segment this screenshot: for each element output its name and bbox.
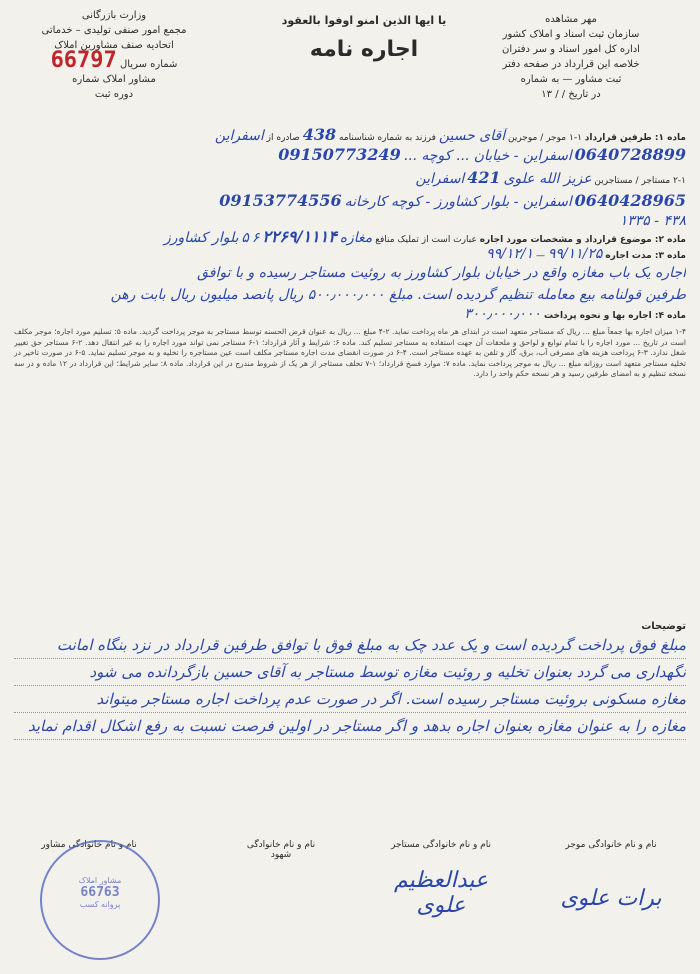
tenant-national-id: 0640428965 [574, 191, 686, 210]
tenant-label: ۲-۱ مستاجر / مستاجرین [594, 176, 686, 186]
header-left [14, 8, 214, 102]
tenant-phone: 09153774556 [219, 191, 342, 210]
property-floor: ۵ [241, 230, 249, 246]
owner-id: 438 [302, 128, 337, 144]
tenant-id: 421 [467, 168, 501, 187]
owner-national-id: 0640728899 [574, 145, 686, 164]
ministry-name: وزارت بازرگانی [81, 10, 147, 21]
stamp-text: مشاور املاک [78, 876, 122, 885]
seal-label: مهر مشاهده [545, 14, 597, 25]
witness-label: شهود [270, 850, 292, 860]
header-right: مهر مشاهده سازمان ثبت اسناد و املاک کشور اداره کل امور اسناد و سر دفتران خلاصه این قرارداد در صفحه دفتر ثبت مشاور — به شماره در تاریخ / / ۱۳ [456, 12, 686, 102]
term-from: ۹۹/۱۱/۲۵ [547, 247, 603, 262]
property-plot: ۲۲۶۹/۱۱۱۴ [262, 230, 337, 246]
series-label: دوره ثبت [94, 89, 134, 100]
owner-label: ۱-۱ موجر / موجرین [507, 133, 582, 143]
note-line-3: مغازه مسکونی بروئیت مستاجر رسیده است. اگر در صورت عدم پرداخت اجاره مستاجر میتواند [14, 686, 686, 713]
assembly-name: مجمع امور صنفی تولیدی – خدماتی [41, 25, 187, 36]
date-label: در تاریخ [568, 89, 601, 100]
clause-1-title: ماده ۱: طرفین قرارداد [584, 133, 686, 143]
owner-name: آقای حسین [438, 128, 506, 144]
property-handwritten-2: طرفین قولنامه بیع معامله تنظیم گردیده است. مبلغ ۵۰۰٫۰۰۰٫۰۰۰ ریال پانصد میلیون ریال بابت رهن [110, 287, 686, 303]
serial-label: شماره سریال [119, 59, 178, 70]
parties-section [14, 128, 686, 230]
agent-label: مشاور املاک شماره [72, 74, 156, 85]
office-label: ثبت مشاور [575, 74, 622, 85]
header-center [254, 14, 474, 62]
witness-signature-block [206, 840, 356, 860]
document-header [14, 8, 686, 128]
verse: یا ایها الذین امنو اوفوا بالعقود [281, 14, 447, 27]
owner-father-label: فرزند [415, 133, 436, 143]
clause-4-title: ماده ۴: اجاره بها و نحوه پرداخت [543, 311, 686, 321]
rent-amount: ۳۰۰٫۰۰۰٫۰۰۰ [464, 307, 542, 322]
note-line-2: نگهداری می گردد بعنوان تخلیه و روئیت مغازه توسط مستاجر به آقای حسین بازگردانده می شود [14, 659, 686, 686]
notes-title: توضیحات [641, 621, 686, 632]
owner-signature-label: نام و نام خانوادگی موجر [565, 840, 657, 850]
tenant-signature-label: نام و نام خانوادگی مستاجر [390, 840, 492, 850]
terms-body-text: ۱-۴ میزان اجاره بها جمعاً مبلغ ... ریال که مستاجر متعهد است در ابتدای هر ماه پرداخت نماید. ۲-۴ مبلغ ... ریال به عنوان قرض الحسنه توسط مستاجر به موجر پرداخت گردید. ماده ۵: تسلیم مورد اجاره؛ موجر مکلف است در تاریخ ... مورد اجاره را با تمام توابع و لواحق و ملحقات آن جهت استفاده به مستاجر تسلیم کند. ماده ۶: شرایط و آثار قرارداد؛ ۱-۶ مستاجر نمی تواند مورد اجاره را به غیر انتقال دهد. ۲-۶ مستاجر حق تغییر شغل ندارد. ۳-۶ پرداخت هزینه های مصرفی آب، برق، گاز و تلفن به عهده مستاجر است. ۴-۶ در صورت انقضای مدت اجاره مستاجر مکلف است عین مستاجره را تخلیه و به موجر تسلیم نماید. ۵-۶ در صورت تاخیر در تخلیه مستاجر متعهد است روزانه مبلغ ... ریال به موجر پرداخت نماید. ماده ۷: موارد فسخ قرارداد؛ ۱-۷ تخلف مستاجر از هر یک از شروط مندرج در این قرارداد. ماده ۸: سایر شرایط؛ این قرارداد در ۱۲ ماده و در سه نسخه تنظیم و به امضای طرفین رسید و هر نسخه حکم واحد را دارد. [14, 327, 686, 378]
term-to: ۹۹/۱۲/۱ [486, 247, 534, 262]
owner-signature: برات علوی [560, 886, 662, 911]
agency-stamp [40, 840, 160, 960]
property-address: بلوار کشاورز [163, 230, 239, 246]
owner-id-label: به شماره شناسنامه [338, 133, 413, 143]
owner-address: اسفراین - خیابان ... کوچه ... [403, 148, 572, 164]
tenant-signature-block [366, 840, 516, 918]
notes-section [14, 621, 686, 740]
clause-3-title: ماده ۳: مدت اجاره [605, 251, 686, 261]
tenant-address: اسفراین - بلوار کشاورز - کوچه کارخانه [344, 194, 572, 210]
date-value: / / ۱۳ [541, 89, 566, 100]
owner-signature-block [536, 840, 686, 911]
note-line-1: مبلغ فوق پرداخت گردیده است و یک عدد چک به مبلغ فوق با توافق طرفین قرارداد در نزد بنگاه امانت [14, 632, 686, 659]
union-name: اتحادیه صنف مشاورین املاک [54, 40, 174, 51]
agent-signature-label: نام و نام خانوادگی مشاور [41, 840, 137, 850]
org-name: سازمان ثبت اسناد و املاک کشور [502, 29, 640, 40]
note-line-4: مغازه را به عنوان مغازه بعنوان اجاره بدهد و اگر مستاجر در اولین فرصت نسبت به رفع اشکال اقدام نماید [14, 713, 686, 740]
owner-issued: اسفراین [214, 128, 264, 144]
tenant-signature: عبدالعظیم علوی [393, 868, 489, 918]
tenant-extra: ۴۳۸ - ۱۳۳۵ [619, 214, 686, 229]
reg-label: به شماره [520, 74, 560, 85]
property-handwritten-1: اجاره یک باب مغازه واقع در خیابان بلوار کشاورز به روئیت مستاجر رسیده و با توافق [197, 265, 686, 281]
property-area: ۶ [251, 230, 260, 246]
clause-2-title: ماده ۲: موضوع قرارداد و مشخصات مورد اجاره [479, 235, 686, 245]
tenant-issued: اسفراین [415, 171, 465, 187]
stamp-sub: پروانه کسب [79, 900, 121, 909]
dept-name: اداره کل امور اسناد و سر دفتران [502, 44, 640, 55]
property-desc: عبارت است از تملیک منافع [375, 235, 477, 245]
property-type: مغازه [339, 230, 373, 246]
tenant-name: عزیز الله علوی [503, 171, 592, 187]
stamp-number: 66763 [80, 885, 120, 900]
witness-name-label: نام و نام خانوادگی [246, 840, 316, 850]
serial-row [14, 48, 214, 73]
summary-label: خلاصه این قرارداد در صفحه دفتر [502, 59, 640, 70]
serial-number: 66797 [50, 48, 117, 73]
page-title: اجاره نامه [309, 37, 419, 62]
property-section: ماده ۲: موضوع قرارداد و مشخصات مورد اجاره عبارت است از تملیک منافع مغازه ۲۲۶۹/۱۱۱۴ ۶ ۵ بلوار کشاورز ماده ۳: مدت اجاره ۹۹/۱۱/۲۵ — ۹۹/۱۲/۱ اجاره یک باب مغازه واقع در خیابان بلوار کشاورز به روئیت مستاجر رسیده و با توافق طرفین قولنامه بیع معامله تنظیم گردیده است. مبلغ ۵۰۰٫۰۰۰٫۰۰۰ ریال پانصد میلیون ریال بابت رهن ماده ۴: اجاره بها و نحوه پرداخت ۳۰۰٫۰۰۰٫۰۰۰ [14, 230, 686, 323]
owner-phone: 09150773249 [278, 145, 401, 164]
owner-issued-label: صادره از [266, 133, 300, 143]
